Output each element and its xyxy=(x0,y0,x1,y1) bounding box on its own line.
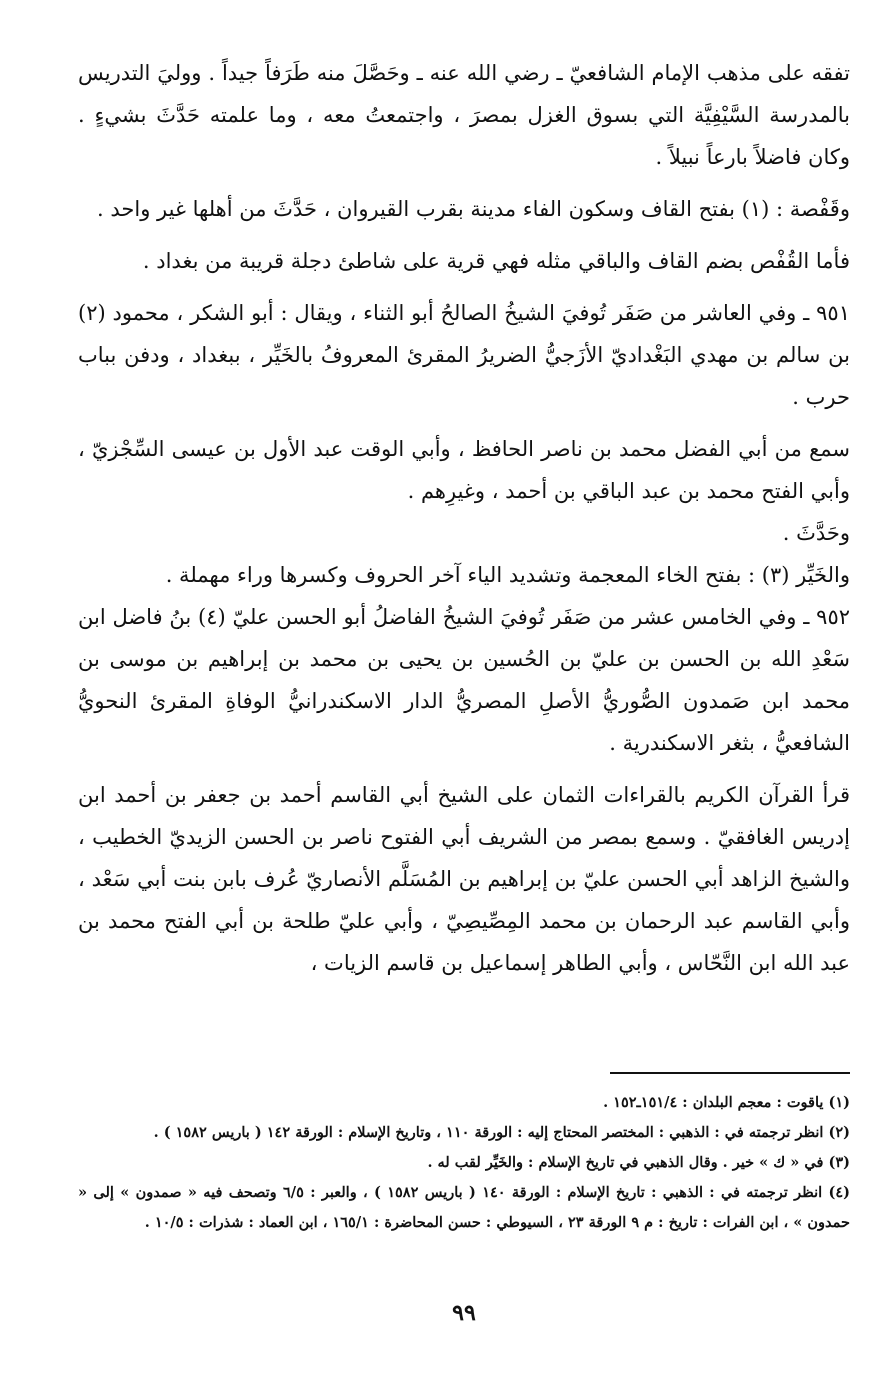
footnote-2: (٢) انظر ترجمته في : الذهبي : المختصر المحتاج إليه : الورقة ١١٠ ، وتاريخ الإسلام : الورقة ١٤٢ ( باريس ١٥٨٢ ) . xyxy=(153,1124,850,1141)
main-text xyxy=(78,52,850,984)
footnotes xyxy=(78,1088,850,1238)
paragraph-951-haddatha: وحَدَّثَ . xyxy=(782,521,850,545)
entry-952: ٩٥٢ ـ وفي الخامس عشر من صَفَر تُوفيَ الشيخُ الفاضلُ أبو الحسن عليّ (٤) بنُ فاضل ابن سَعْدِ الله بن الحسن بن عليّ بن الحُسين بن يحيى بن محمد بن إبراهيم بن موسى بن محمد ابن صَمدون الصُّوريُّ الأصلِ المصريُّ الدار الاسكندرانيُّ الوفاةِ المقرئ النحويُّ الشافعيُّ ، بثغر الاسكندرية . xyxy=(78,605,851,755)
paragraph-qufs: فأما القُفْص بضم القاف والباقي مثله فهي قرية على شاطئ دجلة قريبة من بغداد . xyxy=(142,249,850,273)
paragraph-biography-end: تفقه على مذهب الإمام الشافعيّ ـ رضي الله عنه ـ وحَصَّلَ منه طَرَفاً جيداً . ووليَ التدريس بالمدرسة السَّيْفِيَّة التي بسوق الغزل بمصرَ ، واجتمعتُ معه ، وما علمته حَدَّثَ بشيءٍ . وكان فاضلاً بارعاً نبيلاً . xyxy=(78,61,850,169)
footnote-3: (٣) في « ك » خير . وقال الذهبي في تاريخ الإسلام : والخَيِّر لقب له . xyxy=(427,1154,850,1171)
page-number: ٩٩ xyxy=(452,1300,476,1326)
paragraph-951-sama: سمع من أبي الفضل محمد بن ناصر الحافظ ، وأبي الوقت عبد الأول بن عيسى السِّجْزيّ ، وأبي الفتح محمد بن عبد الباقي بن أحمد ، وغيرِهم . xyxy=(78,437,850,503)
entry-951: ٩٥١ ـ وفي العاشر من صَفَر تُوفيَ الشيخُ الصالحُ أبو الثناء ، ويقال : أبو الشكر ، محمود (٢) بن سالم بن مهدي البَغْداديّ الأزَجيُّ الضريرُ المقرئ المعروفُ بالخَيِّر ، ببغداد ، ودفن بباب حرب . xyxy=(78,301,850,409)
footnote-1: (١) ياقوت : معجم البلدان : ١٥١/٤ـ١٥٢ . xyxy=(603,1094,850,1111)
footnote-4: (٤) انظر ترجمته في : الذهبي : تاريخ الإسلام : الورقة ١٤٠ ( باريس ١٥٨٢ ) ، والعبر : ٦/٥ وتصحف فيه « صمدون » إلى « حمدون » ، ابن الفرات : تاريخ : م ٩ الورقة ٢٣ ، السيوطي : حسن المحاضرة : ١٦٥/١ ، ابن العماد : شذرات : ١٠/٥ . xyxy=(78,1184,850,1231)
footnote-divider xyxy=(610,1072,850,1074)
book-page xyxy=(78,52,850,1372)
paragraph-qafsa: وقَفْصة : (١) بفتح القاف وسكون الفاء مدينة بقرب القيروان ، حَدَّثَ من أهلها غير واحد . xyxy=(97,197,850,221)
paragraph-khayyir: والخَيِّر (٣) : بفتح الخاء المعجمة وتشديد الياء آخر الحروف وكسرها وراء مهملة . xyxy=(165,563,850,587)
paragraph-952-qara: قرأ القرآن الكريم بالقراءات الثمان على الشيخ أبي القاسم أحمد بن جعفر بن أحمد ابن إدريس الغافقيّ . وسمع بمصر من الشريف أبي الفتوح ناصر بن الحسن الزيديّ الخطيب ، والشيخ الزاهد أبي الحسن عليّ بن إبراهيم بن المُسَلَّم الأنصاريّ عُرف بابن بنت أبي سَعْد ، وأبي القاسم عبد الرحمان بن محمد المِصِّيصِيّ ، وأبي عليّ طلحة بن أبي الفتح محمد بن عبد الله ابن النَّحّاس ، وأبي الطاهر إسماعيل بن قاسم الزيات ، xyxy=(78,783,850,975)
